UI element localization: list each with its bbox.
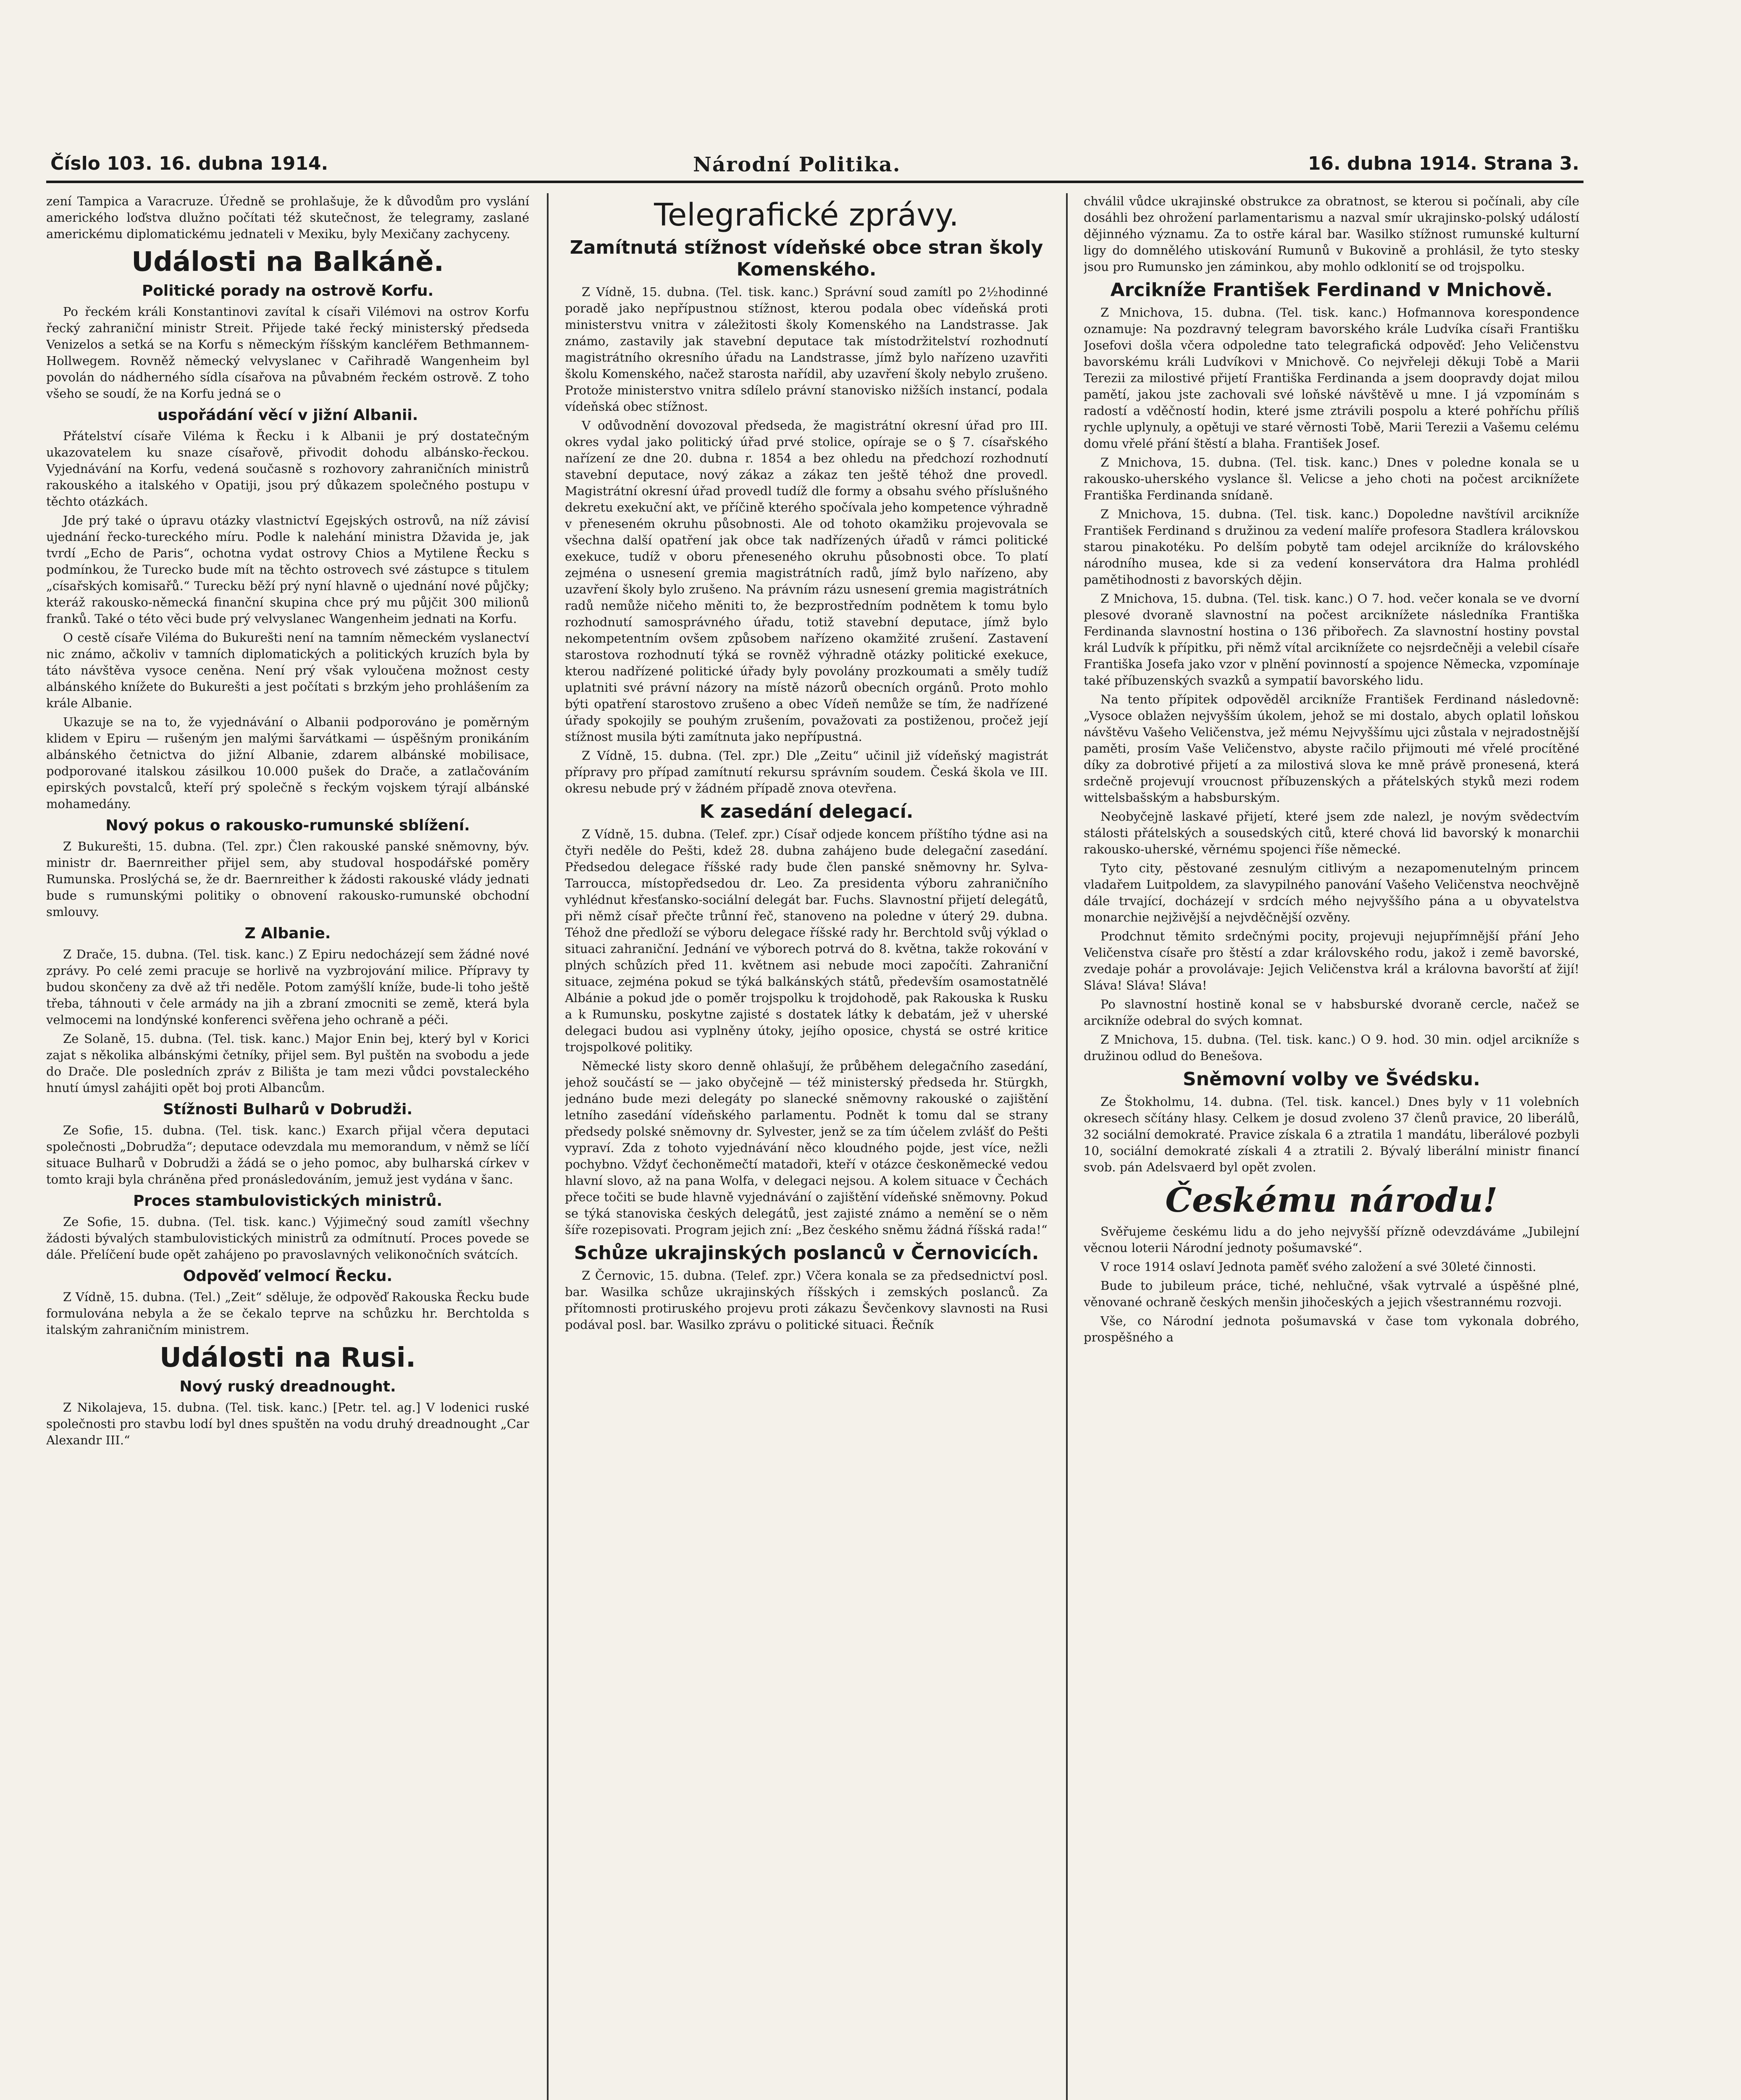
article-heading: Politické porady na ostrově Korfu.	[142, 282, 434, 299]
newspaper-title: Národní Politika.	[693, 153, 901, 176]
section-heading: Události na Rusi.	[160, 1342, 416, 1373]
column-divider	[1066, 193, 1068, 2100]
article-paragraph: Z Drače, 15. dubna. (Tel. tisk. kanc.) Z Epiru nedocházejí sem žádné nové zprávy. Po celé zemi pracuje se horlivě na vyzbrojování milice. Přípravy ty budou skončeny za dvě až tři neděle. Potom zamýšlí kníže, bude-li toho ještě třeba, táhnouti v čele armády na jih a zbraní zmocniti se země, která byla velmocemi na londýnské konferenci svěřena jeho ochraně a péči.	[46, 947, 529, 1027]
section-heading: Telegrafické zprávy.	[654, 197, 959, 233]
article-paragraph: Bude to jubileum práce, tiché, nehlučné, však vytrvalé a úspěšné plné, věnované ochraně českých menšin jihočeských a jejich všestrannému rozvoji.	[1084, 1278, 1579, 1309]
article-heading: Schůze ukrajinských poslanců v Černovicích.	[574, 1242, 1039, 1264]
article-paragraph: Z Vídně, 15. dubna. (Tel. tisk. kanc.) Správní soud zamítl po 2½hodinné poradě jako nepřípustnou stížnost, kterou podala obec vídeňská proti ministerstvu vnitra v záležitosti školy Komenského na Landstrasse. Jak známo, zastavily jak stavební deputace tak místodržitelství rozhodnutí magistrátního okresního úřadu na Landstrasse, jímž bylo nařízeno uzavřiti školu Komenského, načež starosta nařídil, aby uzavření školy nebylo zrušeno. Protože ministerstvo vnitra sdílelo právní stanovisko nižších instancí, podala vídeňská obec stížnost.	[565, 285, 1048, 414]
column-3	[1084, 193, 1579, 2100]
article-heading: Nový ruský dreadnought.	[179, 1378, 396, 1395]
article-heading: Stížnosti Bulharů v Dobrudži.	[163, 1101, 413, 1118]
article-paragraph: Ukazuje se na to, že vyjednávání o Albanii podporováno je poměrným klidem v Epiru — rušeným jen malými šarvátkami — úspěšným pronikáním albánského četnictva do jižní Albanie, zdarem albánské mobilisace, podporované italskou zásilkou 10.000 pušek do Drače, a zatlačováním epirských povstalců, kteří prý společně s řeckým vojskem týrají albánské mohamedány.	[46, 715, 529, 811]
page-number: 16. dubna 1914. Strana 3.	[1308, 153, 1579, 174]
article-paragraph: Ze Štokholmu, 14. dubna. (Tel. tisk. kancel.) Dnes byly v 11 volebních okresech sčítány hlasy. Celkem je dosud zvoleno 37 členů pravice, 20 liberálů, 32 sociální demokraté. Pravice získala 6 a ztratila 1 mandátu, liberálové pozbyli 10, sociální demokraté získali 4 a ztratili 2. Bývalý liberální ministr financí svob. pán Adelsvaerd byl opět zvolen.	[1084, 1095, 1579, 1174]
article-heading: Nový pokus o rakousko-rumunské sblížení.	[105, 817, 470, 834]
article-paragraph: Ze Solaně, 15. dubna. (Tel. tisk. kanc.) Major Enin bej, který byl v Korici zajat s několika albánskými četníky, přijel sem. Byl puštěn na svobodu a jede do Drače. Dle posledních zpráv z Bilišta je tam mezi vůdci povstaleckého hnutí úmysl zahájiti opět boj proti Albancům.	[46, 1032, 529, 1095]
masthead	[46, 147, 1583, 183]
article-paragraph: Ze Sofie, 15. dubna. (Tel. tisk. kanc.) Exarch přijal včera deputaci společnosti „Dobrudža“; deputace odevzdala mu memorandum, v němž se líčí situace Bulharů v Dobrudži a žádá se o jeho pomoc, aby bulharská církev v tomto kraji byla chráněna před pronásledováním, jemuž jest vydána v šanc.	[46, 1123, 529, 1186]
article-paragraph: Ze Sofie, 15. dubna. (Tel. tisk. kanc.) Výjimečný soud zamítl všechny žádosti bývalých stambulovistických ministrů za odmítnutí. Proces povede se dále. Přelíčení bude opět zahájeno po pravoslavných velikonočních svátcích.	[46, 1215, 529, 1262]
article-paragraph: Jde prý také o úpravu otázky vlastnictví Egejských ostrovů, na níž závisí ujednání řecko-tureckého míru. Podle k nalehání ministra Džavida je, jak tvrdí „Echo de Paris“, ochotna vydat ostrovy Chios a Mytilene Řecku s podmínkou, že Turecko bude mít na těchto ostrovech své zástupce s titulem „císařských komisařů.“ Turecku běží prý nyní hlavně o ujednání nové půjčky; kteráž rakousko-německá finanční skupina chce prý mu půjčit 300 milionů franků. Také o této věci bude prý velvyslanec Wangenheim jednati na Korfu.	[46, 513, 529, 626]
article-paragraph: Vše, co Národní jednota pošumavská v čase tom vykonala dobrého, prospěšného a	[1084, 1314, 1579, 1344]
article-paragraph: Po řeckém králi Konstantinovi zavítal k císaři Vilémovi na ostrov Korfu řecký zahraniční ministr Streit. Přijede také řecký ministerský předseda Venizelos a setká se na Korfu s německým říšským kancléřem Bethmannem-Hollwegem. Rovněž německý velvyslanec v Cařihradě Wangenheim byl povolán do nádherného sídla císařova na půvabném řeckém ostrově. Z toho všeho se soudí, že na Korfu jedná se o	[46, 304, 529, 401]
article-paragraph: O cestě císaře Viléma do Bukurešti není na tamním německém vyslanectví nic známo, ačkoliv v tamních diplomatických a politických kruzích byla by táto návštěva vysoce ceněna. Není prý však vyloučena možnost cesty albánského knížete do Bukurešti a jest počítati s brzkým jeho prohlášením za krále Albanie.	[46, 630, 529, 710]
article-paragraph: Po slavnostní hostině konal se v habsburské dvoraně cercle, načež se arcikníže odebral do svých komnat.	[1084, 997, 1579, 1028]
article-paragraph: Prodchnut těmito srdečnými pocity, projevuji nejupřímnější přání Jeho Veličenstva císaře pro štěstí a zdar královského rodu, jakož i země bavorské, zvedaje pohár a provolávaje: Jejich Veličenstva král a královna bavorští ať žijí! Sláva! Sláva! Sláva!	[1084, 929, 1579, 992]
article-paragraph: Z Bukurešti, 15. dubna. (Tel. zpr.) Člen rakouské panské sněmovny, býv. ministr dr. Baernreither přijel sem, aby studoval hospodářské poměry Rumunska. Proslýchá se, že dr. Baernreither k žádosti rakouské vlády jednati bude s rumunskými politiky o obnovení rakousko-rumunské obchodní smlouvy.	[46, 839, 529, 919]
article-paragraph: Z Mnichova, 15. dubna. (Tel. tisk. kanc.) Dopoledne navštívil arcikníže František Ferdinand s družinou za vedení malíře profesora Stadlera královskou starou pinakotéku. Po delším pobytě tam odejel arcikníže do královského národního musea, kde si za vedení konservátora dra Halma prohlédl pamětihodnosti z bavorských dějin.	[1084, 507, 1579, 587]
appeal-heading: Českému národu!	[1165, 1180, 1498, 1220]
article-paragraph: Z Mnichova, 15. dubna. (Tel. tisk. kanc.) Dnes v poledne konala se u rakousko-uherského vyslance šl. Velicse a jeho choti na počest arciknížete Františka Ferdinanda snídaně.	[1084, 455, 1579, 502]
article-paragraph: V roce 1914 oslaví Jednota paměť svého založení a své 30leté činnosti.	[1100, 1260, 1536, 1274]
column-2	[565, 193, 1048, 2100]
issue-date: Číslo 103. 16. dubna 1914.	[50, 153, 328, 174]
article-paragraph: Tyto city, pěstované zesnulým citlivým a nezapomenutelným princem vladařem Luitpoldem, za slavypilného panování Vašeho Veličenstva neochvějně dále trvající, docházejí v srdcích mého nejvyššího pána a u obyvatelstva monarchie nejživější a nejvděčnější ozvěny.	[1084, 861, 1579, 924]
section-heading: Události na Balkáně.	[131, 247, 444, 278]
article-heading: Sněmovní volby ve Švédsku.	[1183, 1068, 1480, 1090]
article-paragraph: Z Vídně, 15. dubna. (Tel. zpr.) Dle „Zeitu“ učinil již vídeňský magistrát přípravy pro případ zamítnutí rekursu správním soudem. Česká škola ve III. okresu nebude prý v žádném případě znova otevřena.	[565, 748, 1048, 795]
article-heading: K zasedání delegací.	[699, 801, 914, 822]
article-paragraph: Na tento přípitek odpověděl arcikníže František Ferdinand následovně: „Vysoce oblažen nejvyšším úkolem, jehož se mi dostalo, abych oplatil loňskou návštěvu Vašeho Veličenstva, jež mému Nejvyššímu ujci zůstala v nejradostnější paměti, prosím Vaše Veličenstvo, abyste račilo přijmouti mé vřelé procítěné díky za dobrotivé přijetí a za milostivá slova ke mně právě pronesená, která srdečně projevují vroucnost příbuzenských a přátelských styků mezi rodem wittelsbašským a habsburským.	[1084, 692, 1579, 805]
article-paragraph: Z Vídně, 15. dubna. (Telef. zpr.) Císař odjede koncem příštího týdne asi na čtyři neděle do Pešti, kdež 28. dubna zahájeno bude delegační zasedání. Předsedou delegace říšské rady bude člen panské sněmovny hr. Sylva-Tarroucca, místopředsedou dr. Leo. Za presidenta výboru zahraničního vyhlédnut křesťansko-sociální delegát bar. Fuchs. Slavnostní přijetí delegátů, při němž císař přečte trůnní řeč, stanoveno na poledne v úterý 29. dubna. Téhož dne předloží se výboru delegace říšské rady hr. Berchtold svůj výklad o situaci zahraniční. Jednání ve výborech potrvá do 8. května, takže rokování v plných schůzích před 11. květnem asi nebude moci započíti. Zahraniční situace, zejména pokud se týká balkánských států, především osamostatnělé Albánie a pokud jde o poměr trojspolku k trojdohodě, pak Rakouska k Rusku a k Rumunsku, poskytne zajisté s dostatek látky k debatám, jež v uherské delegaci budou asi vyplněny útoky, jejího oposice, chystá se ostré kritice trojspolkové politiky.	[565, 827, 1048, 1054]
article-paragraph: Přátelství císaře Viléma k Řecku i k Albanii je prý dostatečným ukazovatelem ku snaze císařově, přivodit dohodu albánsko-řeckou. Vyjednávání na Korfu, vedená současně s rozhovory zahraničních ministrů rakouského a italského v Opatiji, jsou prý důkazem společného postupu v těchto otázkách.	[46, 429, 529, 509]
article-heading: Zamítnutá stížnost vídeňské obce stran školy Komenského.	[570, 237, 1043, 280]
article-heading: Z Albanie.	[244, 925, 331, 942]
article-heading: Arcikníže František Ferdinand v Mnichově.	[1110, 279, 1553, 301]
article-heading: Proces stambulovistických ministrů.	[133, 1192, 443, 1210]
column-1	[46, 193, 529, 2100]
article-paragraph: Z Černovic, 15. dubna. (Telef. zpr.) Včera konala se za předsednictví posl. bar. Wasilka schůze ukrajinských říšských i zemských poslanců. Za přítomnosti protiruského projevu proti zákazu Ševčenkovy slavnosti na Rusi podával posl. bar. Wasilko zprávu o politické situaci. Řečník	[565, 1268, 1048, 1332]
article-paragraph: Svěřujeme českému lidu a do jeho nejvyšší přízně odevzdáváme „Jubilejní věcnou loterii Národní jednoty pošumavské“.	[1084, 1224, 1579, 1255]
article-paragraph: Německé listy skoro denně ohlašují, že průběhem delegačního zasedání, jehož součástí se — jako obyčejně — též ministerský předseda hr. Stürgkh, jednáno bude mezi delegáty po slanecké sněmovny rakouské o zajištění letního zasedání vídeňského parlamentu. Podnět k tomu dal se strany předsedy polské sněmovny dr. Sylvester, jenž se za tím účelem zvlášť do Pešti vypraví. Zda z tohoto vyjednávání něco kloudného pojde, jest více, nežli pochybno. Vždyť čechoněmečtí matadoři, kteří v otázce českoněmecké vedou hlavní slovo, až na pana Wolfa, v delegaci nejsou. A kolem situace v Čechách přece točiti se bude hlavně vyjednávání o zajištění vídeňské sněmovny. Pokud se týká stanoviska českých delegátů, jest zajisté známo a nemění se o něm šíře rozepisovati. Program jejich zní: „Bez českého sněmu žádná říšská rada!“	[565, 1059, 1048, 1237]
article-paragraph: Z Mnichova, 15. dubna. (Tel. tisk. kanc.) O 9. hod. 30 min. odjel arcikníže s družinou odlud do Benešova.	[1084, 1032, 1579, 1063]
article-paragraph: Neobyčejně laskavé přijetí, které jsem zde nalezl, je novým svědectvím stálosti přátelských a sousedských citů, které chová lid bavorský k monarchii rakousko-uherské, věrnému spojenci říše německé.	[1084, 809, 1579, 856]
column-divider	[547, 193, 549, 2100]
article-paragraph: Z Vídně, 15. dubna. (Tel.) „Zeit“ sděluje, že odpověď Rakouska Řecku bude formulována nebyla a že se čekalo teprve na schůzku hr. Berchtolda s italským zahraničním ministrem.	[46, 1290, 529, 1337]
article-paragraph: chválil vůdce ukrajinské obstrukce za obratnost, se kterou si počínali, aby cíle dosáhli bez ohrožení parlamentarismu a nazval smír ukrajinsko-polský událostí dějinného významu. Za to ostře káral bar. Wasilko stížnost rumunské kulturní ligy do domnělého utiskování Rumunů v Bukovině a prohlásil, že tyto stesky jsou pro Rumunsko jen záminkou, aby mohlo odklonití se od trojspolku.	[1084, 194, 1579, 274]
article-subheading: uspořádání věcí v jižní Albanii.	[157, 407, 418, 424]
article-paragraph: V odůvodnění dovozoval předseda, že magistrátní okresní úřad pro III. okres vydal jako politický úřad prvé stolice, opíraje se o § 7. císařského nařízení ze dne 20. dubna r. 1854 a bez ohledu na předchozí rozhodnutí stavební deputace, nový zákaz a zákaz ten ještě téhož dne provedl. Magistrátní okresní úřad provedl tudíž dle formy a obsahu svého příslušného dekretu exekuční akt, ve příčině kterého spočívala jeho kompetence výhradně v přeneseném okruhu působnosti. Ale od tohoto okamžiku projevovala se všechna další opatření jak obce tak nadřízených úřadů v rámci politické exekuce, tudíž v oboru přeneseného okruhu působnosti obce. To platí zejména o usnesení gremia magistrátních radů, jímž bylo nařízeno, aby uzavření školy bylo zrušeno. Na právním rázu usnesení gremia magistrátních radů nemůže ničeho měniti to, že bezprostředním podnětem k tomu bylo rozhodnutí samosprávného úřadu, totiž stavební deputace, jímž bylo nekompetentním ovšem způsobem nařízeno okamžité zrušení. Zastavení starostova rozhodnutí týká se rovněž výhradně otázky politické exekuce, kterou nadřízené politické úřady byly povolány prozkoumati a směly tudíž uplatniti své právní názory na místě názorů obecních orgánů. Proto mohlo býti opatření starostovo zrušeno a obec Vídeň nemůže se tím, že nadřízené úřady spokojily se pouhým zrušením, považovati za postiženou, pročež její stížnost musila býti zamítnuta jako nepřípustná.	[565, 418, 1048, 744]
article-paragraph: Z Nikolajeva, 15. dubna. (Tel. tisk. kanc.) [Petr. tel. ag.] V lodenici ruské společnosti pro stavbu lodí byl dnes spuštěn na vodu druhý dreadnought „Car Alexandr III.“	[46, 1400, 529, 1447]
newspaper-page	[46, 147, 1583, 2100]
article-paragraph: zení Tampica a Varacruze. Úředně se prohlašuje, že k důvodům pro vyslání amerického loďstva dlužno počítati též skutečnost, že telegramy, zaslané americkému diplomatickému jednateli v Mexiku, byly Mexičany zachyceny.	[46, 194, 529, 241]
article-heading: Odpověď velmocí Řecku.	[183, 1268, 393, 1285]
article-paragraph: Z Mnichova, 15. dubna. (Tel. tisk. kanc.) Hofmannova korespondence oznamuje: Na pozdravný telegram bavorského krále Ludvíka císaři Františku Josefovi došla včera odpoledne tato telegrafická odpověď: Jeho Veličenstvu bavorskému králi Ludvíkovi v Mnichově. Co nejvřeleji děkuji Tobě a Marii Terezii za milostivé přijetí Františka Ferdinanda a jsem doopravdy dojat milou pamětí, jakou jste zachovali své loňské návštěvě u mne. I já vzpomínám s radostí a vděčností hodin, které jsme ztrávili pospolu a které pohříchu příliš rychle uplynuly, a opětuji ve staré věrnosti Tobě, Marii Terezii a Vašemu celému domu vřelé přání štěstí a blaha. František Josef.	[1084, 305, 1579, 451]
article-paragraph: Z Mnichova, 15. dubna. (Tel. tisk. kanc.) O 7. hod. večer konala se ve dvorní plesové dvoraně slavnostní na počest arciknížete následníka Františka Ferdinanda slavnostní hostina o 136 přibořech. Za slavnostní hostiny povstal král Ludvík k přípitku, při němž vítal arciknížete co nejsrdečněji a velebil císaře Františka Josefa jako vzor v plnění povinností a spojence Německa, vzpomínaje také příbuzenských svazků a sympatií bavorského lidu.	[1084, 591, 1579, 688]
